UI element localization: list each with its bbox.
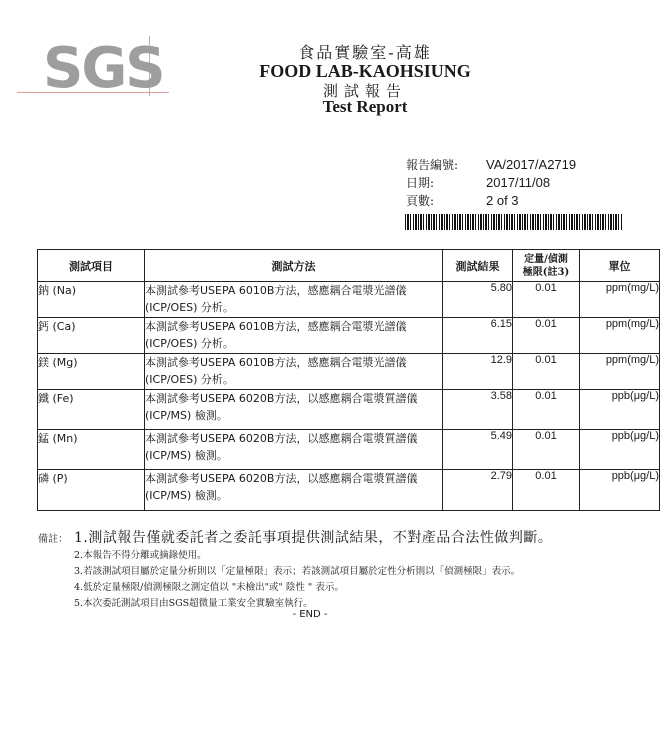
barcode bbox=[405, 214, 623, 230]
meta-page-count: 頁數: 2 of 3 bbox=[406, 193, 519, 208]
notes-heading: 備註： bbox=[38, 534, 68, 545]
table-row bbox=[38, 430, 660, 470]
table-row bbox=[38, 354, 660, 390]
cell-method: 本測試參考USEPA 6020B方法，以感應耦合電漿質譜儀(ICP/MS) 檢測。 bbox=[145, 470, 443, 511]
results-table bbox=[37, 249, 660, 511]
table-row bbox=[38, 318, 660, 354]
meta-report-number: 報告編號: VA/2017/A2719 bbox=[406, 157, 577, 172]
cell-unit: ppb(μg/L) bbox=[580, 390, 660, 430]
note-item: 4.低於定量極限/偵測極限之測定值以 "未檢出"或" 陰性 " 表示。 bbox=[74, 582, 344, 593]
header-method: 測試方法 bbox=[145, 250, 443, 282]
cell-result: 2.79 bbox=[443, 470, 513, 511]
cell-method: 本測試參考USEPA 6010B方法，感應耦合電漿光譜儀(ICP/OES) 分析。 bbox=[145, 282, 443, 318]
cell-result: 3.58 bbox=[443, 390, 513, 430]
cell-item: 磷 (P) bbox=[38, 470, 145, 511]
table-row bbox=[38, 390, 660, 430]
cell-unit: ppm(mg/L) bbox=[580, 354, 660, 390]
cell-method: 本測試參考USEPA 6020B方法，以感應耦合電漿質譜儀(ICP/MS) 檢測。 bbox=[145, 430, 443, 470]
cell-unit: ppm(mg/L) bbox=[580, 282, 660, 318]
cell-unit: ppb(μg/L) bbox=[580, 470, 660, 511]
meta-date: 日期: 2017/11/08 bbox=[406, 175, 551, 190]
table-row bbox=[38, 470, 660, 511]
cell-method: 本測試參考USEPA 6020B方法，以感應耦合電漿質譜儀(ICP/MS) 檢測。 bbox=[145, 390, 443, 430]
cell-result: 6.15 bbox=[443, 318, 513, 354]
note-item: 2.本報告不得分離或摘錄使用。 bbox=[74, 550, 207, 561]
cell-result: 5.80 bbox=[443, 282, 513, 318]
cell-item: 鎂 (Mg) bbox=[38, 354, 145, 390]
report-title-zh: 測試報告 bbox=[322, 82, 407, 100]
cell-limit: 0.01 bbox=[513, 318, 580, 354]
header-result: 測試結果 bbox=[443, 250, 513, 282]
cell-limit: 0.01 bbox=[513, 430, 580, 470]
cell-item: 鐵 (Fe) bbox=[38, 390, 145, 430]
notes-section bbox=[38, 528, 638, 612]
note-item: 5.本次委託測試項目由SGS超微量工業安全實驗室執行。 bbox=[74, 598, 313, 609]
report-meta bbox=[406, 156, 576, 210]
cell-limit: 0.01 bbox=[513, 390, 580, 430]
end-marker: - END - bbox=[292, 609, 328, 620]
cell-method: 本測試參考USEPA 6010B方法，感應耦合電漿光譜儀(ICP/OES) 分析。 bbox=[145, 354, 443, 390]
table-header-row bbox=[38, 250, 660, 282]
cell-item: 鈣 (Ca) bbox=[38, 318, 145, 354]
logo-text: SGS bbox=[43, 36, 164, 101]
lab-name-zh: 食品實驗室-高雄 bbox=[298, 43, 432, 62]
cell-item: 鈉 (Na) bbox=[38, 282, 145, 318]
header-item: 測試項目 bbox=[38, 250, 145, 282]
note-item: 3.若該測試項目屬於定量分析則以「定量極限」表示；若該測試項目屬於定性分析則以「偵測極限」表示。 bbox=[74, 566, 521, 577]
cell-result: 12.9 bbox=[443, 354, 513, 390]
cell-unit: ppm(mg/L) bbox=[580, 318, 660, 354]
report-title-en: Test Report bbox=[322, 97, 408, 116]
table-row bbox=[38, 282, 660, 318]
note-item: 備註： 1.測試報告僅就委託者之委託事項提供測試結果，不對產品合法性做判斷。 bbox=[38, 530, 553, 546]
cell-result: 5.49 bbox=[443, 430, 513, 470]
header-limit: 定量/偵測 極限(註3) bbox=[513, 250, 580, 282]
cell-limit: 0.01 bbox=[513, 354, 580, 390]
cell-limit: 0.01 bbox=[513, 470, 580, 511]
cell-method: 本測試參考USEPA 6010B方法，感應耦合電漿光譜儀(ICP/OES) 分析。 bbox=[145, 318, 443, 354]
cell-limit: 0.01 bbox=[513, 282, 580, 318]
cell-item: 錳 (Mn) bbox=[38, 430, 145, 470]
cell-unit: ppb(μg/L) bbox=[580, 430, 660, 470]
lab-name-en: FOOD LAB-KAOHSIUNG bbox=[259, 61, 471, 81]
header-unit: 單位 bbox=[580, 250, 660, 282]
